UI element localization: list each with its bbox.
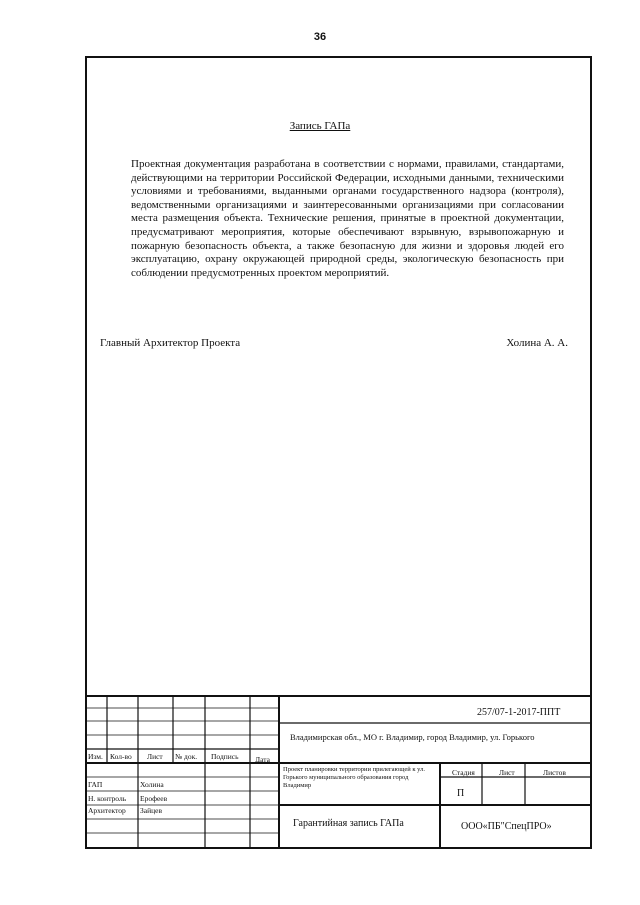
page-number: 36 xyxy=(313,31,327,43)
col-signature: Подпись xyxy=(211,752,239,761)
col-sheet: Лист xyxy=(147,752,163,761)
staff-role: Н. контроль xyxy=(88,794,127,803)
signature-name: Холина А. А. xyxy=(506,337,568,349)
col-date: Дата xyxy=(255,755,270,764)
page-heading: Запись ГАПа xyxy=(289,120,351,132)
document-code: 257/07-1-2017-ППТ xyxy=(477,707,561,718)
staff-name: Зайцев xyxy=(140,806,162,815)
sheet-label: Лист xyxy=(499,768,515,777)
site-address: Владимирская обл., МО г. Владимир, город Владимир, ул. Горького xyxy=(290,732,535,742)
col-change: Изм. xyxy=(88,752,103,761)
sheets-label: Листов xyxy=(543,768,566,777)
title-block xyxy=(85,695,592,849)
document-title: Гарантийная запись ГАПа xyxy=(293,818,404,829)
stage-value: П xyxy=(457,788,465,799)
body-paragraph: Проектная документация разработана в соответствии с нормами, правилами, стандартами, действующими на территории Российской Федерации, исходными данными, техническими условиями и требованиями, выданными органами государственного надзора (контроля), ведомственными организациями и заинтересованными организациями при согласовании места размещения объекта. Технические решения, принятые в проектной документации, предусматривают мероприятия, которые обеспечивают взрывную, взрывопожарную и пожарную безопасность объекта, а также безопасную для жизни и здоровья людей его эксплуатацию, охрану окружающей природной среды, экологическую безопасность при соблюдении предусмотренных проектом мероприятий. xyxy=(131,158,564,279)
signature-role: Главный Архитектор Проекта xyxy=(100,337,241,349)
stage-label: Стадия xyxy=(452,768,475,777)
col-count: Кол-во xyxy=(110,752,132,761)
organization-name: ООО«ПБ"СпецПРО» xyxy=(461,821,552,832)
staff-role: ГАП xyxy=(88,780,103,789)
project-title: Проект планировки территории прилегающей к ул. Горького муниципального образования город Владимир xyxy=(283,766,425,790)
col-doc-no: № док. xyxy=(175,752,198,761)
staff-name: Ерофеев xyxy=(140,794,168,803)
staff-role: Архитектор xyxy=(88,806,126,815)
staff-name: Холина xyxy=(140,780,164,789)
